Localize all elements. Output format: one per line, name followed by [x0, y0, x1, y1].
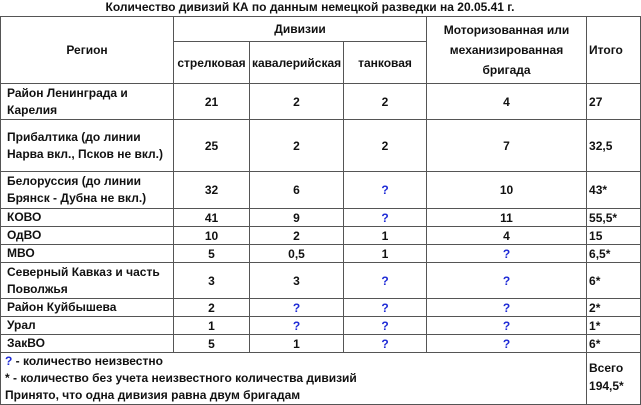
table-row: [1, 299, 641, 317]
mech-brigade-cell: 11: [427, 209, 587, 227]
mech-brigade-cell: ?: [427, 317, 587, 335]
cavalry-cell: 2: [250, 120, 344, 172]
note-brigade-rule: Принято, что одна дивизия равна двум бригадам: [5, 388, 301, 402]
header-cavalry: кавалерийская: [250, 42, 344, 84]
cavalry-cell: 2: [250, 84, 344, 120]
rifle-cell: 25: [174, 120, 250, 172]
grand-total-cell: [587, 353, 641, 405]
mech-brigade-cell: ?: [427, 335, 587, 353]
mech-brigade-cell: ?: [427, 299, 587, 317]
total-cell: 6*: [587, 335, 641, 353]
region-cell: Район Куйбышева: [1, 299, 174, 317]
header-mech-brigade: Моторизованная или механизированная бригада: [427, 17, 587, 84]
region-cell: Прибалтика (до линии Нарва вкл., Псков не вкл.): [1, 120, 174, 172]
table-row: [1, 209, 641, 227]
note-question-mark: ?: [5, 354, 13, 368]
table-title: Количество дивизий КА по данным немецкой разведки на 20.05.41 г.: [105, 0, 515, 14]
region-cell: ОдВО: [1, 227, 174, 245]
cavalry-cell: 0,5: [250, 245, 344, 263]
grand-total-label: Всего: [589, 361, 624, 375]
tank-cell: 1: [344, 245, 427, 263]
region-cell: ЗакВО: [1, 335, 174, 353]
tank-cell: ?: [344, 263, 427, 299]
header-region: Регион: [1, 17, 174, 84]
divisions-table: [0, 16, 641, 405]
total-cell: 15: [587, 227, 641, 245]
tank-cell: ?: [344, 299, 427, 317]
rifle-cell: 5: [174, 335, 250, 353]
total-cell: 6,5*: [587, 245, 641, 263]
table-row: [1, 172, 641, 209]
header-rifle: стрелковая: [174, 42, 250, 84]
mech-brigade-cell: 10: [427, 172, 587, 209]
tank-cell: ?: [344, 172, 427, 209]
total-cell: 2*: [587, 299, 641, 317]
tank-cell: ?: [344, 335, 427, 353]
rifle-cell: 10: [174, 227, 250, 245]
region-cell: Район Ленинграда и Карелия: [1, 84, 174, 120]
note-unknown: [5, 353, 584, 370]
mech-brigade-cell: 4: [427, 227, 587, 245]
note-asterisk: * - количество без учета неизвестного количества дивизий: [5, 371, 357, 385]
table-row: [1, 245, 641, 263]
header-tank: танковая: [344, 42, 427, 84]
tank-cell: 2: [344, 84, 427, 120]
table-row: [1, 317, 641, 335]
total-cell: 55,5*: [587, 209, 641, 227]
total-cell: 6*: [587, 263, 641, 299]
region-cell: Урал: [1, 317, 174, 335]
cavalry-cell: ?: [250, 317, 344, 335]
grand-total-value: 194,5*: [589, 379, 624, 393]
table-row: [1, 227, 641, 245]
cavalry-cell: 2: [250, 227, 344, 245]
header-total: Итого: [587, 17, 641, 84]
total-cell: 27: [587, 84, 641, 120]
tank-cell: 1: [344, 227, 427, 245]
table-row: [1, 263, 641, 299]
rifle-cell: 32: [174, 172, 250, 209]
region-cell: Белоруссия (до линии Брянск - Дубна не вкл.): [1, 172, 174, 209]
table-row: [1, 335, 641, 353]
cavalry-cell: 3: [250, 263, 344, 299]
rifle-cell: 41: [174, 209, 250, 227]
mech-brigade-cell: 4: [427, 84, 587, 120]
mech-brigade-cell: ?: [427, 263, 587, 299]
cavalry-cell: 9: [250, 209, 344, 227]
cavalry-cell: 1: [250, 335, 344, 353]
tank-cell: ?: [344, 209, 427, 227]
total-cell: 43*: [587, 172, 641, 209]
mech-brigade-cell: 7: [427, 120, 587, 172]
table-row: [1, 84, 641, 120]
mech-brigade-cell: ?: [427, 245, 587, 263]
header-divisions: Дивизии: [174, 17, 427, 42]
region-cell: Северный Кавказ и часть Поволжья: [1, 263, 174, 299]
total-cell: 32,5: [587, 120, 641, 172]
tank-cell: 2: [344, 120, 427, 172]
note-unknown-text: - количество неизвестно: [12, 354, 163, 368]
total-cell: 1*: [587, 317, 641, 335]
notes-cell: [1, 353, 587, 405]
cavalry-cell: 6: [250, 172, 344, 209]
table-row: [1, 120, 641, 172]
rifle-cell: 2: [174, 299, 250, 317]
rifle-cell: 3: [174, 263, 250, 299]
region-cell: КОВО: [1, 209, 174, 227]
cavalry-cell: ?: [250, 299, 344, 317]
rifle-cell: 21: [174, 84, 250, 120]
rifle-cell: 1: [174, 317, 250, 335]
region-cell: МВО: [1, 245, 174, 263]
table-body: [1, 84, 641, 353]
rifle-cell: 5: [174, 245, 250, 263]
tank-cell: ?: [344, 317, 427, 335]
